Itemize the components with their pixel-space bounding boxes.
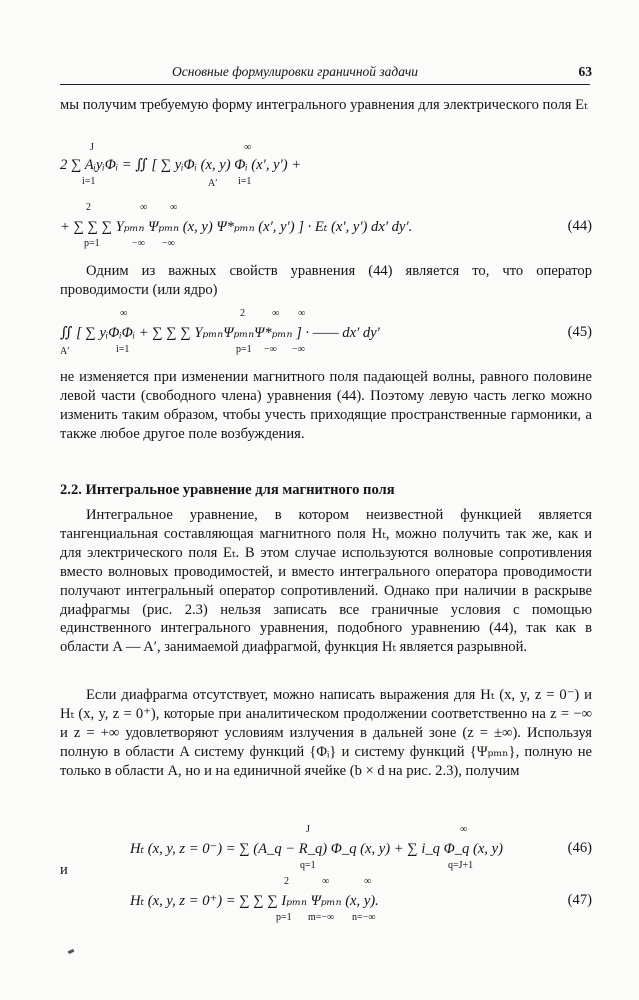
limit-upper-inf: ∞: [244, 142, 252, 153]
limit-upper-J-46: J: [306, 824, 310, 835]
limit-upper-2-45: 2: [240, 308, 245, 319]
paragraph-5: Если диафрагма отсутствует, можно написать выражения для Hₜ (x, y, z = 0⁻) и Hₜ (x, y, z = 0⁺), которые при аналитическом продолжении соответственно на z = −∞ и z = +∞ удовлетворяют условиям излучения в дальней зоне (z = ±∞). Используя полную в области A систему функций {Φᵢ} и систему функций {Ψₚₘₙ}, полную не только в области A, но и на единичной ячейке (b × d на рис. 2.3), получим: [60, 687, 592, 779]
eq45-text: ∬ [ ∑ yᵢΦᵢΦᵢ + ∑ ∑ ∑ YₚₘₙΨₚₘₙΨ*ₚₘₙ ] · —— dx′ dy′: [60, 325, 380, 341]
limit-upper-J: J: [90, 142, 94, 153]
limit-upper-inf-n: ∞: [170, 202, 178, 213]
limit-lower-aprime-45: A′: [60, 346, 70, 357]
limit-upper-2: 2: [86, 202, 91, 213]
limit-upper-2-47: 2: [284, 876, 289, 887]
limit-lower-p1-45: p=1: [236, 344, 252, 355]
equation-number-46: (46): [567, 840, 592, 856]
limit-upper-inf-47m: ∞: [322, 876, 330, 887]
equation-number-44: (44): [567, 218, 592, 234]
limit-lower-i1-45: i=1: [116, 344, 130, 355]
eq44-line2-text: + ∑ ∑ ∑ Yₚₘₙ Ψₚₘₙ (x, y) Ψ*ₚₘₙ (x′, y′) ] · Eₜ (x′, y′) dx′ dy′.: [60, 219, 413, 235]
paragraph-3: не изменяется при изменении магнитного поля падающей волны, равного половине левой части (свободного члена) уравнения (44). Поэтому левую часть легко можно изменить таким образом, чтобы учесть приходящие пространственные гармоники, а также любое другое поле возбуждения.: [60, 369, 592, 442]
conjunction-and: и: [60, 862, 68, 878]
limit-upper-inf-m: ∞: [140, 202, 148, 213]
page-number: 63: [578, 64, 592, 79]
limit-upper-inf-45: ∞: [120, 308, 128, 319]
equation-number-45: (45): [567, 324, 592, 340]
limit-lower-minf-n: −∞: [162, 238, 175, 249]
limit-lower-i1b: i=1: [238, 176, 252, 187]
limit-lower-nminf-47: n=−∞: [352, 912, 376, 923]
limit-lower-minf-m: −∞: [132, 238, 145, 249]
eq44-line1-text: 2 ∑ AᵢyᵢΦᵢ = ∬ [ ∑ yᵢΦᵢ (x, y) Φᵢ (x′, y′) +: [60, 157, 302, 173]
limit-upper-inf-45n: ∞: [298, 308, 306, 319]
limit-lower-q1-46: q=1: [300, 860, 316, 871]
limit-lower-i1: i=1: [82, 176, 96, 187]
equation-44-line-2: [60, 202, 592, 249]
limit-upper-inf-47n: ∞: [364, 876, 372, 887]
equation-number-47: (47): [567, 892, 592, 908]
equation-46: [130, 824, 592, 871]
eq46-text: Hₜ (x, y, z = 0⁻) = ∑ (A_q − R_q) Φ_q (x, y) + ∑ i_q Φ_q (x, y): [130, 841, 503, 857]
limit-lower-aprime: A′: [208, 178, 218, 189]
equation-45: [60, 308, 592, 357]
limit-lower-mminf-47: m=−∞: [308, 912, 335, 923]
limit-lower-minf-45n: −∞: [292, 344, 305, 355]
limit-lower-minf-45m: −∞: [264, 344, 277, 355]
paragraph-4: Интегральное уравнение, в котором неизвестной функцией является тангенциальная составляющая магнитного поля Hₜ, можно получить так же, как и для электрического поля Eₜ. В этом случае используются волновые сопротивления вместо волновых проводимостей, и вместо интегрального оператора проводимости получают интегральный оператор сопротивлений. Однако при наличии в раскрыве диафрагмы (рис. 2.3) нельзя записать все граничные условия с помощью единственного интегрального уравнения, подобного уравнению (44), так как в области A — A′, занимаемой диафрагмой, функция Hₜ является разрывной.: [60, 507, 592, 656]
limit-lower-p1: p=1: [84, 238, 100, 249]
eq47-text: Hₜ (x, y, z = 0⁺) = ∑ ∑ ∑ Iₚₘₙ Ψₚₘₙ (x, y).: [130, 893, 379, 909]
limit-lower-qJ1-46: q=J+1: [448, 860, 474, 871]
section-title: 2.2. Интегральное уравнение для магнитного поля: [60, 482, 395, 498]
equation-44-line-1: [60, 142, 592, 189]
paragraph-2: Одним из важных свойств уравнения (44) является то, что оператор проводимости (или ядро): [60, 263, 592, 298]
running-header: [60, 64, 590, 85]
limit-upper-inf-45m: ∞: [272, 308, 280, 319]
paragraph-1: мы получим требуемую форму интегрального уравнения для электрического поля Eₜ: [60, 97, 588, 113]
equation-47: [130, 876, 592, 923]
limit-lower-p1-47: p=1: [276, 912, 292, 923]
running-title: Основные формулировки граничной задачи: [172, 64, 419, 79]
scan-speck: [68, 949, 75, 954]
limit-upper-inf-46: ∞: [460, 824, 468, 835]
